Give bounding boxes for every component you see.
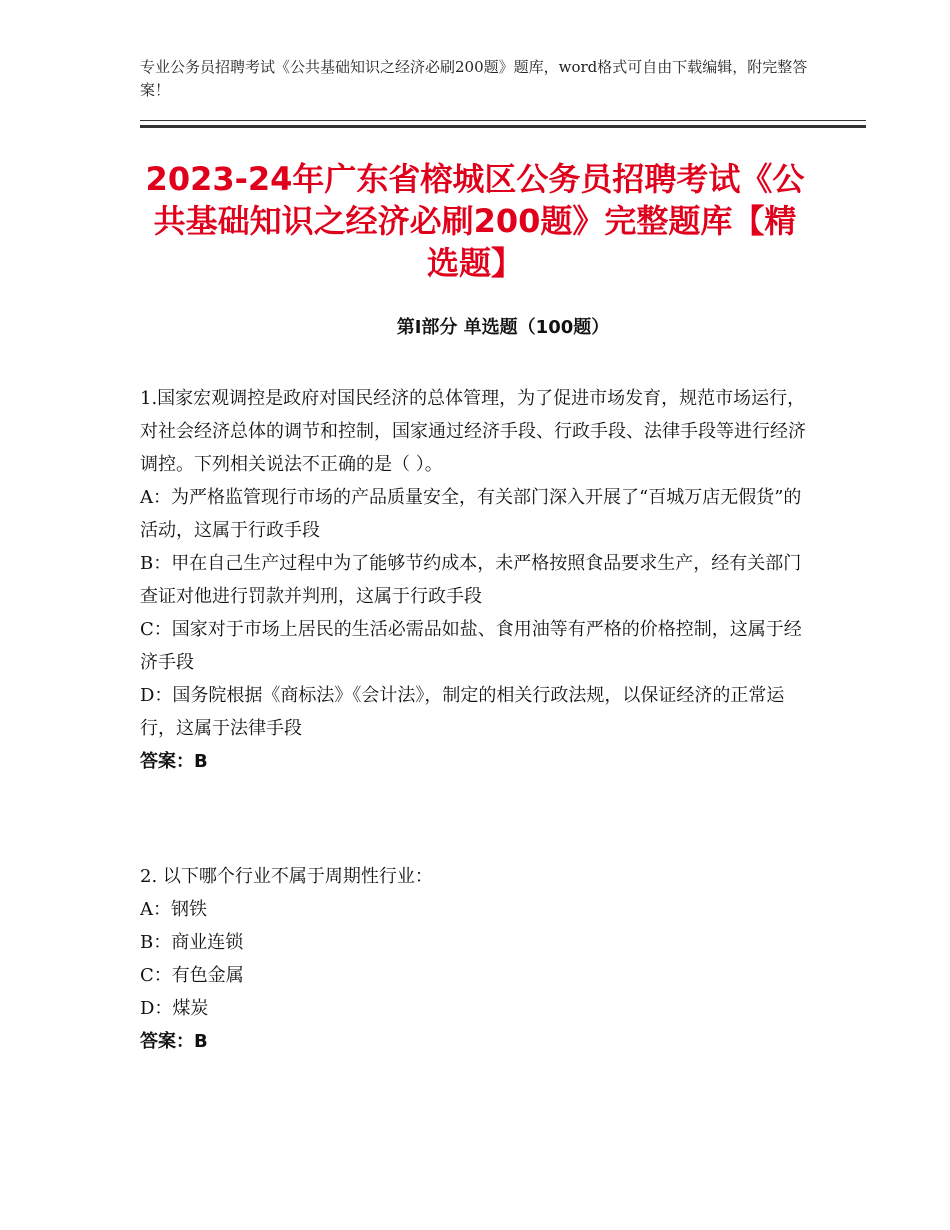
document-title: 2023-24年广东省榕城区公务员招聘考试《公共基础知识之经济必刷200题》完整题库【精选题】 [145, 160, 805, 282]
option-d: D：煤炭 [140, 998, 209, 1019]
header-rule-thick [140, 125, 866, 128]
section-title: 第Ⅰ部分 单选题（100题） [396, 317, 610, 338]
option-b: B：甲在自己生产过程中为了能够节约成本，未严格按照食品要求生产，经有关部门查证对他进行罚款并判刑，这属于行政手段 [140, 553, 802, 607]
header-note: 专业公务员招聘考试《公共基础知识之经济必刷200题》题库，word格式可自由下载编辑，附完整答案！ [140, 58, 808, 99]
option-a: A：钢铁 [140, 899, 207, 920]
question-1 [140, 382, 810, 778]
answer: 答案：B [140, 1031, 208, 1052]
header-rule-thin [140, 120, 866, 121]
question-stem: 1.国家宏观调控是政府对国民经济的总体管理，为了促进市场发育，规范市场运行，对社会经济总体的调节和控制，国家通过经济手段、行政手段、法律手段等进行经济调控。下列相关说法不正确的是（ ）。 [140, 388, 806, 475]
question-2 [140, 860, 810, 1058]
question-stem: 2. 以下哪个行业不属于周期性行业： [140, 866, 433, 887]
option-a: A：为严格监管现行市场的产品质量安全，有关部门深入开展了“百城万店无假货”的活动，这属于行政手段 [140, 487, 802, 541]
answer: 答案：B [140, 751, 208, 772]
option-c: C：有色金属 [140, 965, 244, 986]
option-b: B：商业连锁 [140, 932, 244, 953]
option-d: D：国务院根据《商标法》《会计法》，制定的相关行政法规，以保证经济的正常运行，这属于法律手段 [140, 685, 785, 739]
option-c: C：国家对于市场上居民的生活必需品如盐、食用油等有严格的价格控制，这属于经济手段 [140, 619, 802, 673]
